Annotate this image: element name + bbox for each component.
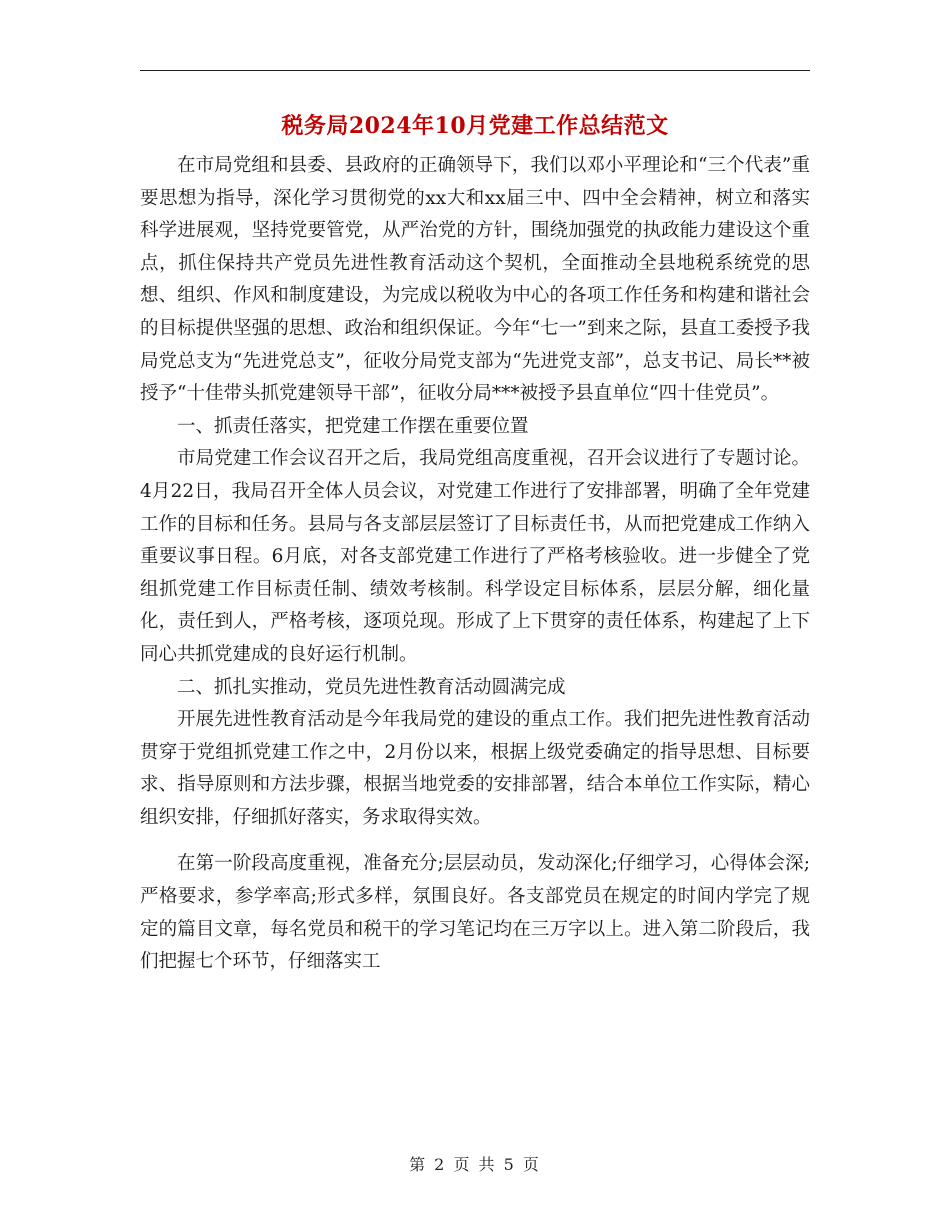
- header-rule: [140, 70, 810, 71]
- paragraph-section-2: 开展先进性教育活动是今年我局党的建设的重点工作。我们把先进性教育活动贯穿于党组抓党建工作之中，2月份以来，根据上级党委确定的指导思想、目标要求、指导原则和方法步骤，根据当地党委的安排部署，结合本单位工作实际，精心组织安排，仔细抓好落实，务求取得实效。: [140, 709, 810, 828]
- paragraph-section-1: 市局党建工作会议召开之后，我局党组高度重视，召开会议进行了专题讨论。4月22日，我局召开全体人员会议，对党建工作进行了安排部署，明确了全年党建工作的目标和任务。县局与各支部层层签订了目标责任书，从而把党建成工作纳入重要议事日程。6月底，对各支部党建工作进行了严格考核验收。进一步健全了党组抓党建工作目标责任制、绩效考核制。科学设定目标体系，层层分解，细化量化，责任到人，严格考核，逐项兑现。形成了上下贯穿的责任体系，构建起了上下同心共抓党建成的良好运行机制。: [140, 448, 810, 665]
- document-body: [140, 150, 810, 979]
- page-number: 第 2 页 共 5 页: [409, 1155, 541, 1174]
- section-heading-1: 一、抓责任落实，把党建工作摆在重要位置: [177, 415, 529, 437]
- paragraph-section-2b: 在第一阶段高度重视，准备充分;层层动员，发动深化;仔细学习，心得体会深;严格要求，参学率高;形式多样，氛围良好。各支部党员在规定的时间内学完了规定的篇目文章，每名党员和税干的学习笔记均在三万字以上。进入第二阶段后，我们把握七个环节，仔细落实工: [140, 853, 810, 973]
- section-heading-2: 二、抓扎实推动，党员先进性教育活动圆满完成: [177, 676, 566, 698]
- document-title: 税务局2024年10月党建工作总结范文: [281, 113, 669, 139]
- paragraph-intro: 在市局党组和县委、县政府的正确领导下，我们以邓小平理论和“三个代表”重要思想为指导，深化学习贯彻党的xx大和xx届三中、四中全会精神，树立和落实科学进展观，坚持党要管党，从严治党的方针，围绕加强党的执政能力建设这个重点，抓住保持共产党员先进性教育活动这个契机，全面推动全县地税系统党的思想、组织、作风和制度建设，为完成以税收为中心的各项工作任务和构建和谐社会的目标提供坚强的思想、政治和组织保证。今年“七一”到来之际，县直工委授予我局党总支为“先进党总支”，征收分局党支部为“先进党支部”，总支书记、局长**被授予“十佳带头抓党建领导干部”，征收分局***被授予县直单位“四十佳党员”。: [140, 155, 810, 405]
